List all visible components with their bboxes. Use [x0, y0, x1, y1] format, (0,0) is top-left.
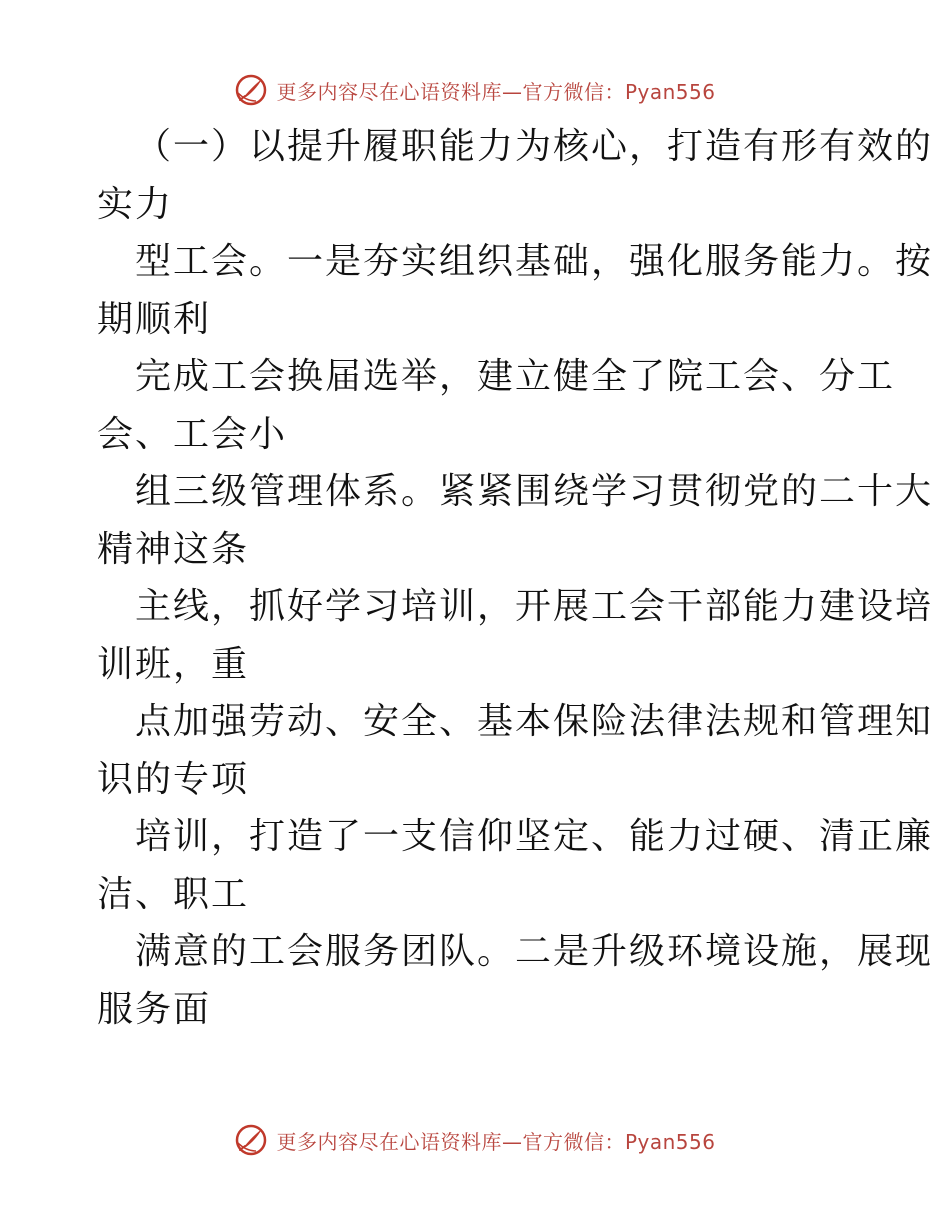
- body-line: 精神这条: [97, 528, 250, 570]
- body-line: 型工会。一是夯实组织基础，强化服务能力。按: [135, 241, 934, 282]
- header-banner-text: 更多内容尽在心语资料库—官方微信：Pyan556: [276, 79, 716, 104]
- body-line: 实力: [97, 183, 174, 225]
- body-line: 服务面: [97, 988, 212, 1030]
- body-line: 识的专项: [97, 758, 250, 800]
- header-banner: [0, 70, 950, 110]
- body-line: 点加强劳动、安全、基本保险法律法规和管理知: [135, 701, 934, 742]
- footer-banner-text: 更多内容尽在心语资料库—官方微信：Pyan556: [276, 1129, 716, 1154]
- footer-banner: [0, 1120, 950, 1160]
- quill-logo-icon: [234, 73, 268, 107]
- body-line: 组三级管理体系。紧紧围绕学习贯彻党的二十大: [135, 471, 934, 512]
- body-line: 训班，重: [97, 643, 250, 685]
- body-line: 会、工会小: [97, 413, 288, 455]
- document-body: [97, 118, 934, 1038]
- body-line: （一）以提升履职能力为核心，打造有形有效的: [135, 126, 934, 167]
- quill-logo-icon: [234, 1123, 268, 1157]
- body-line: 期顺利: [97, 298, 212, 340]
- body-line: 完成工会换届选举，建立健全了院工会、分工: [135, 356, 896, 397]
- body-line: 满意的工会服务团队。二是升级环境设施，展现: [135, 931, 934, 972]
- body-line: 主线，抓好学习培训，开展工会干部能力建设培: [135, 586, 934, 627]
- body-line: 洁、职工: [97, 873, 250, 915]
- body-line: 培训，打造了一支信仰坚定、能力过硬、清正廉: [135, 816, 934, 857]
